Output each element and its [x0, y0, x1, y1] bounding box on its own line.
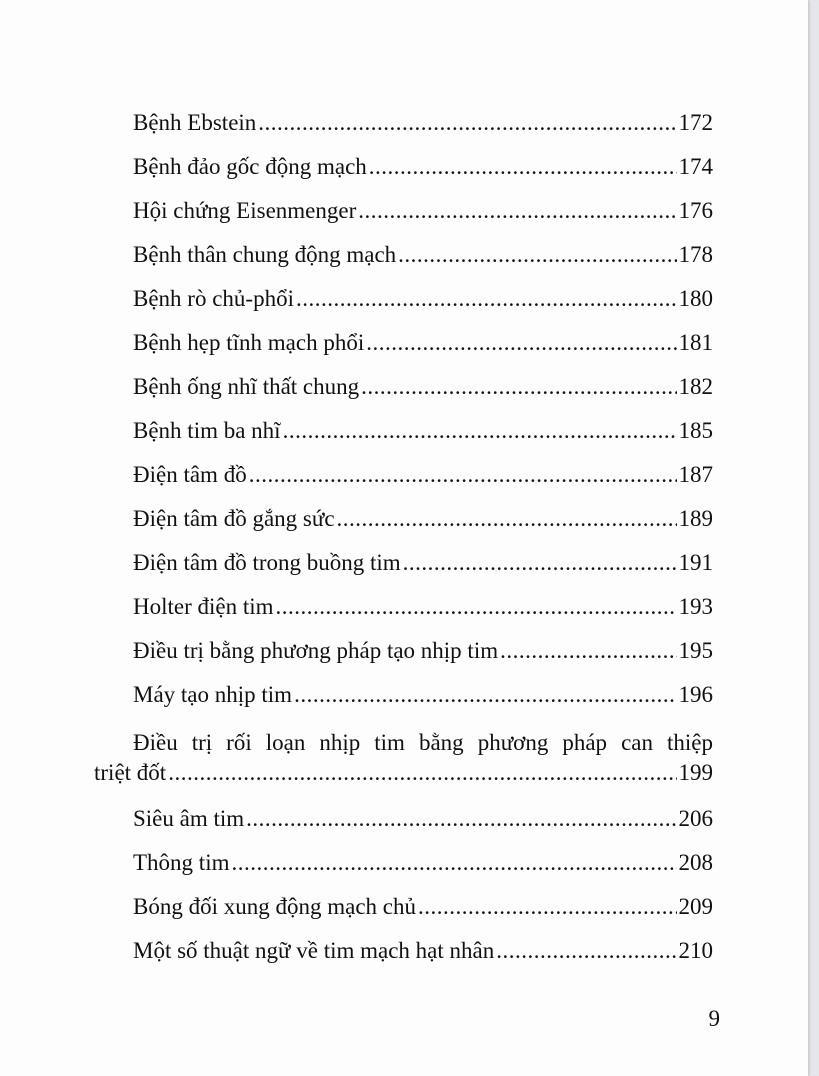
toc-entry-title: Điều trị bằng phương pháp tạo nhịp tim: [133, 638, 499, 663]
toc-entry: [133, 418, 713, 448]
toc-entry-page: 195: [678, 638, 713, 663]
toc-entry: [133, 594, 713, 624]
toc-entry: [133, 330, 713, 360]
dot-leader: [398, 242, 676, 268]
dot-leader: [366, 330, 676, 356]
toc-entry: [133, 198, 713, 228]
dot-leader: [283, 418, 677, 444]
dot-leader: [249, 462, 677, 488]
toc-entry-page: 181: [678, 330, 713, 355]
toc-entry-page: 187: [678, 462, 713, 487]
toc-entry: [133, 682, 713, 712]
dot-leader: [296, 286, 677, 312]
toc-entry: [133, 506, 713, 536]
toc-entry-title: Holter điện tim: [133, 594, 274, 619]
toc-entry-page: 193: [678, 594, 713, 619]
toc-entry-page: 208: [678, 850, 713, 875]
dot-leader: [258, 110, 676, 136]
toc-entry-title: Bệnh Ebstein: [133, 110, 257, 135]
toc-entry-page: 189: [678, 506, 713, 531]
toc-entry-page: 180: [678, 286, 713, 311]
dot-leader: [246, 806, 676, 832]
toc-entry-title: Bệnh tim ba nhĩ: [133, 418, 281, 443]
toc-entry-title: Bóng đối xung động mạch chủ: [133, 894, 416, 919]
dot-leader: [231, 850, 676, 876]
dot-leader: [500, 638, 676, 664]
toc-entry: [133, 638, 713, 668]
toc-entry-title-line1: Điều trị rối loạn nhịp tim bằng phương pháp can thiệp: [133, 730, 713, 755]
dot-leader: [168, 760, 676, 786]
dot-leader: [496, 938, 676, 964]
toc-entry-page: 172: [678, 110, 713, 135]
toc-entry-page: 182: [678, 374, 713, 399]
toc-entry-title: Thông tim: [133, 850, 230, 875]
toc-entry-title-line2: triệt đốt: [94, 760, 167, 785]
toc-entry-title: Điện tâm đồ: [133, 462, 247, 487]
toc-entry-title: Điện tâm đồ trong buồng tim: [133, 550, 401, 575]
dot-leader: [276, 594, 677, 620]
toc-entry: [133, 850, 713, 880]
dot-leader: [294, 682, 676, 708]
toc-entry: [133, 154, 713, 184]
toc-entry-page: 174: [678, 154, 713, 179]
toc-entry-page: 196: [678, 682, 713, 707]
toc-entry: [133, 110, 713, 140]
dot-leader: [418, 894, 677, 920]
toc-entry: [133, 286, 713, 316]
toc-entry-title: Máy tạo nhịp tim: [133, 682, 293, 707]
toc-entry-title: Bệnh hẹp tĩnh mạch phổi: [133, 330, 365, 355]
toc-entry: [133, 242, 713, 272]
toc-entry-page: 210: [678, 938, 713, 963]
dot-leader: [361, 374, 676, 400]
toc-entry-page: 191: [678, 550, 713, 575]
toc-entry-title: Một số thuật ngữ về tim mạch hạt nhân: [133, 938, 495, 963]
toc-entry: [133, 894, 713, 924]
toc-entry: [133, 374, 713, 404]
toc-entry: [94, 760, 713, 790]
toc-entry: [133, 806, 713, 836]
dot-leader: [337, 506, 677, 532]
toc-entry-page: 185: [678, 418, 713, 443]
toc-entry-title: Bệnh rò chủ-phổi: [133, 286, 294, 311]
page-number: 9: [708, 1006, 720, 1031]
toc-entry: [133, 550, 713, 580]
toc-entry-title: Hội chứng Eisenmenger: [133, 198, 357, 223]
toc-entry-title: Bệnh thân chung động mạch: [133, 242, 397, 267]
toc-entry-page: 199: [678, 760, 713, 785]
toc-entry-page: 206: [678, 806, 713, 831]
toc-entry-page: 176: [678, 198, 713, 223]
toc-entry-title: Bệnh đảo gốc động mạch: [133, 154, 367, 179]
dot-leader: [358, 198, 676, 224]
toc-entry: [133, 462, 713, 492]
toc-entry-title: Điện tâm đồ gắng sức: [133, 506, 335, 531]
dot-leader: [403, 550, 677, 576]
dot-leader: [369, 154, 677, 180]
toc-entry-page: 178: [678, 242, 713, 267]
toc-entry-title: Bệnh ống nhĩ thất chung: [133, 374, 360, 399]
toc-entry-page: 209: [678, 894, 713, 919]
toc-entry-title: Siêu âm tim: [133, 806, 245, 831]
toc-entry: [133, 938, 713, 968]
